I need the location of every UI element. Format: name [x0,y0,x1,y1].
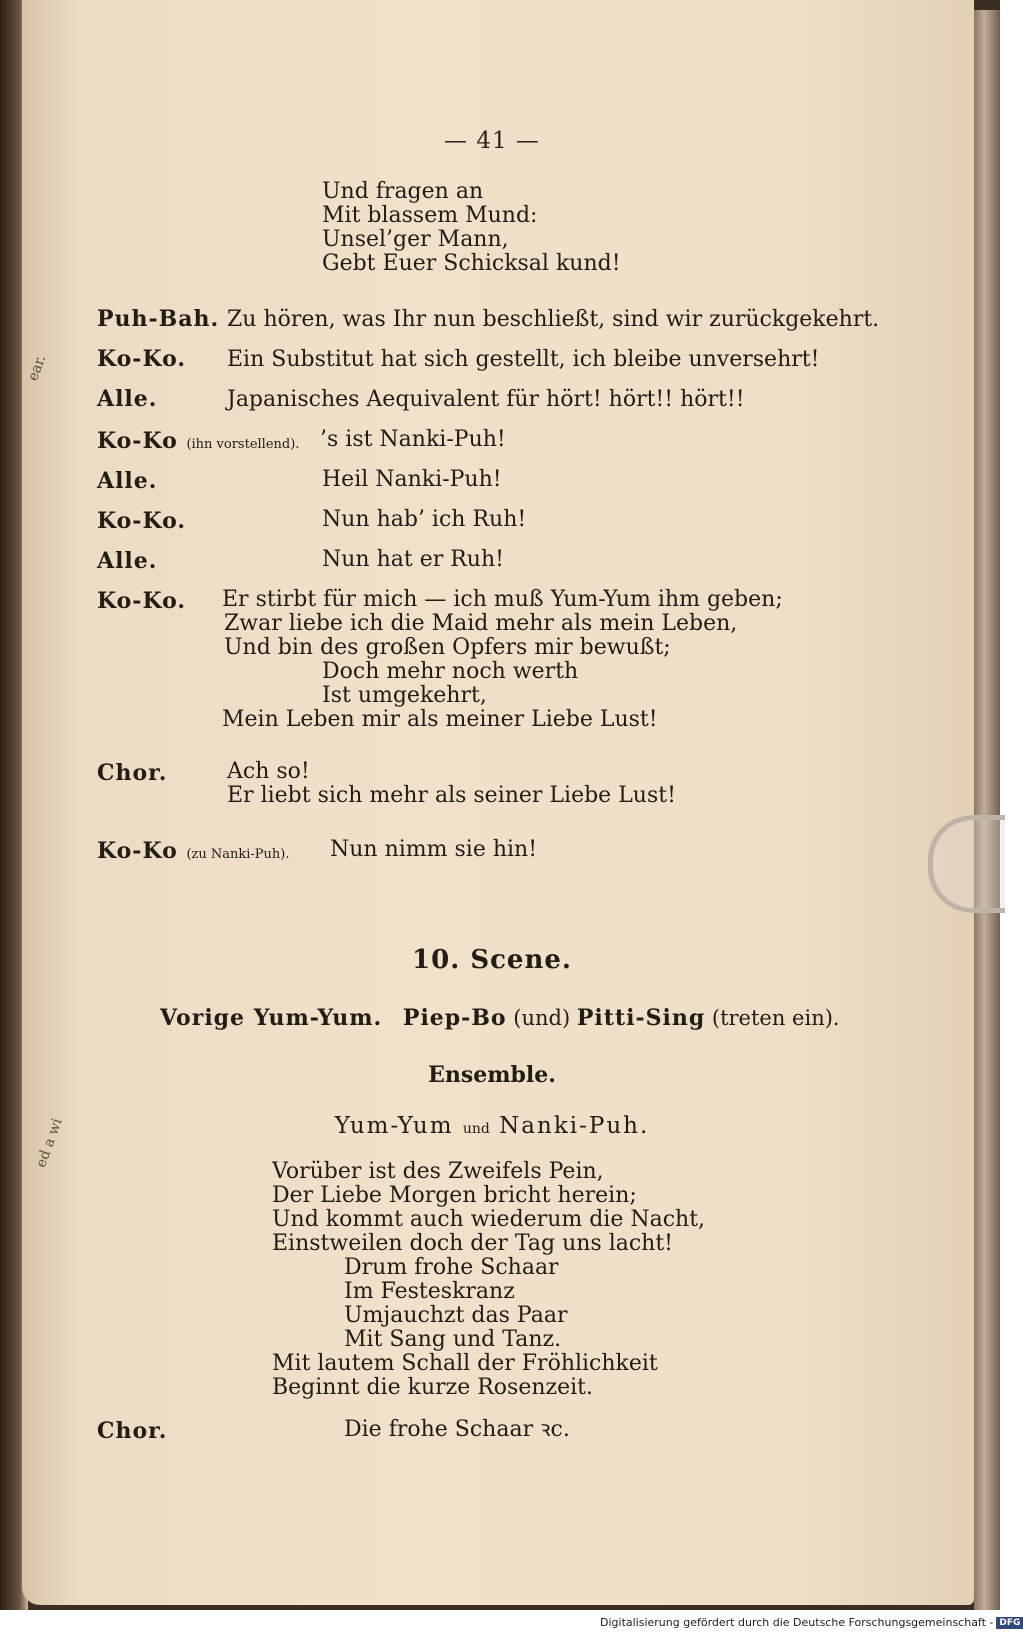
paper-clip [928,815,1005,913]
song-line: Drum frohe Schaar [344,1255,559,1280]
verse-line: Ist umgekehrt, [322,683,487,708]
verse-line: Ach so! [227,759,310,784]
verse-block [322,180,621,276]
cast-name: Pitti-Sing [576,1005,706,1031]
speaker-name [97,428,299,454]
stage-direction: (treten ein). [711,1006,840,1030]
verse-line: Zwar liebe ich die Maid mehr als mein Leben, [224,611,738,636]
verse-line: Doch mehr noch werth [322,659,579,684]
verse-line: Mein Leben mir als meiner Liebe Lust! [222,707,658,732]
scene-title: 10. Scene. [412,945,572,975]
stage-direction: (ihn vorstellend). [186,437,300,452]
speaker-name: Alle. [97,386,158,412]
ensemble-heading: Ensemble. [428,1062,556,1088]
song-line: Im Festeskranz [344,1279,515,1304]
speaker-name: Puh-Bah. [97,306,220,332]
margin-note: ear. [25,352,50,384]
verse-line: Und fragen an [322,179,484,204]
song-line: Umjauchzt das Paar [344,1303,568,1328]
speaker-name: Alle. [97,548,158,574]
verse-line: Unsel’ger Mann, [322,227,509,252]
dialogue-text: Die frohe Schaar ꝛc. [344,1417,570,1442]
book-page-edge [974,10,1000,1610]
song-line: Vorüber ist des Zweifels Pein, [272,1159,604,1184]
margin-note: ed a wi [33,1116,66,1170]
singer-name: Nanki-Puh. [499,1113,650,1139]
stage-direction: (zu Nanki-Puh). [186,847,290,862]
cast-connector: (und) [513,1006,571,1030]
song-line: Mit lautem Schall der Fröhlichkeit [272,1351,658,1376]
cast-name: Piep-Bo [402,1005,507,1031]
speaker-name: Alle. [97,468,158,494]
speaker-name: Ko-Ko. [97,588,187,614]
dialogue-text: Nun nimm sie hin! [330,837,538,862]
speaker-name: Chor. [97,760,168,786]
verse-line: Gebt Euer Schicksal kund! [322,251,621,276]
cast-name: Vorige Yum-Yum. [160,1005,383,1031]
dialogue-text: Nun hab’ ich Ruh! [322,507,527,532]
verse-line: Er liebt sich mehr als seiner Liebe Lust! [227,783,676,808]
speaker-label: Ko-Ko [97,838,178,864]
speaker-name: Ko-Ko. [97,508,187,534]
scene-cast [160,1005,840,1031]
dfg-logo: DFG [996,1617,1023,1629]
verse-line: Mit blassem Mund: [322,203,538,228]
dialogue-text: Nun hat er Ruh! [322,547,504,572]
verse-block [227,760,676,808]
dialogue-text: ’s ist Nanki-Puh! [320,427,506,452]
song-line: Und kommt auch wiederum die Nacht, [272,1207,706,1232]
song-block [272,1160,705,1400]
page-number: — 41 — [444,128,540,154]
dialogue-text: Zu hören, was Ihr nun beschließt, sind wir zurückgekehrt. [227,307,880,332]
singer-connector: und [462,1121,490,1137]
verse-line: Und bin des großen Opfers mir bewußt; [224,635,671,660]
speaker-name: Chor. [97,1418,168,1444]
dialogue-text: Heil Nanki-Puh! [322,467,502,492]
duo-heading [22,1113,962,1139]
verse-block [222,588,783,732]
dialogue-text: Japanisches Aequivalent für hört! hört!! hört!! [227,387,745,412]
song-line: Der Liebe Morgen bricht herein; [272,1183,637,1208]
verse-line: Er stirbt für mich — ich muß Yum-Yum ihm geben; [222,587,783,612]
song-line: Mit Sang und Tanz. [344,1327,562,1352]
digitization-credit [600,1616,1021,1634]
book-page [22,0,974,1605]
song-line: Einstweilen doch der Tag uns lacht! [272,1231,674,1256]
credit-text: Digitalisierung gefördert durch die Deutsche Forschungsgemeinschaft - [600,1616,994,1629]
singer-name: Yum-Yum [334,1113,454,1139]
song-line: Beginnt die kurze Rosenzeit. [272,1375,593,1400]
dialogue-text: Ein Substitut hat sich gestellt, ich bleibe unversehrt! [227,347,820,372]
speaker-label: Ko-Ko [97,428,178,454]
speaker-name: Ko-Ko. [97,346,187,372]
speaker-name [97,838,290,864]
